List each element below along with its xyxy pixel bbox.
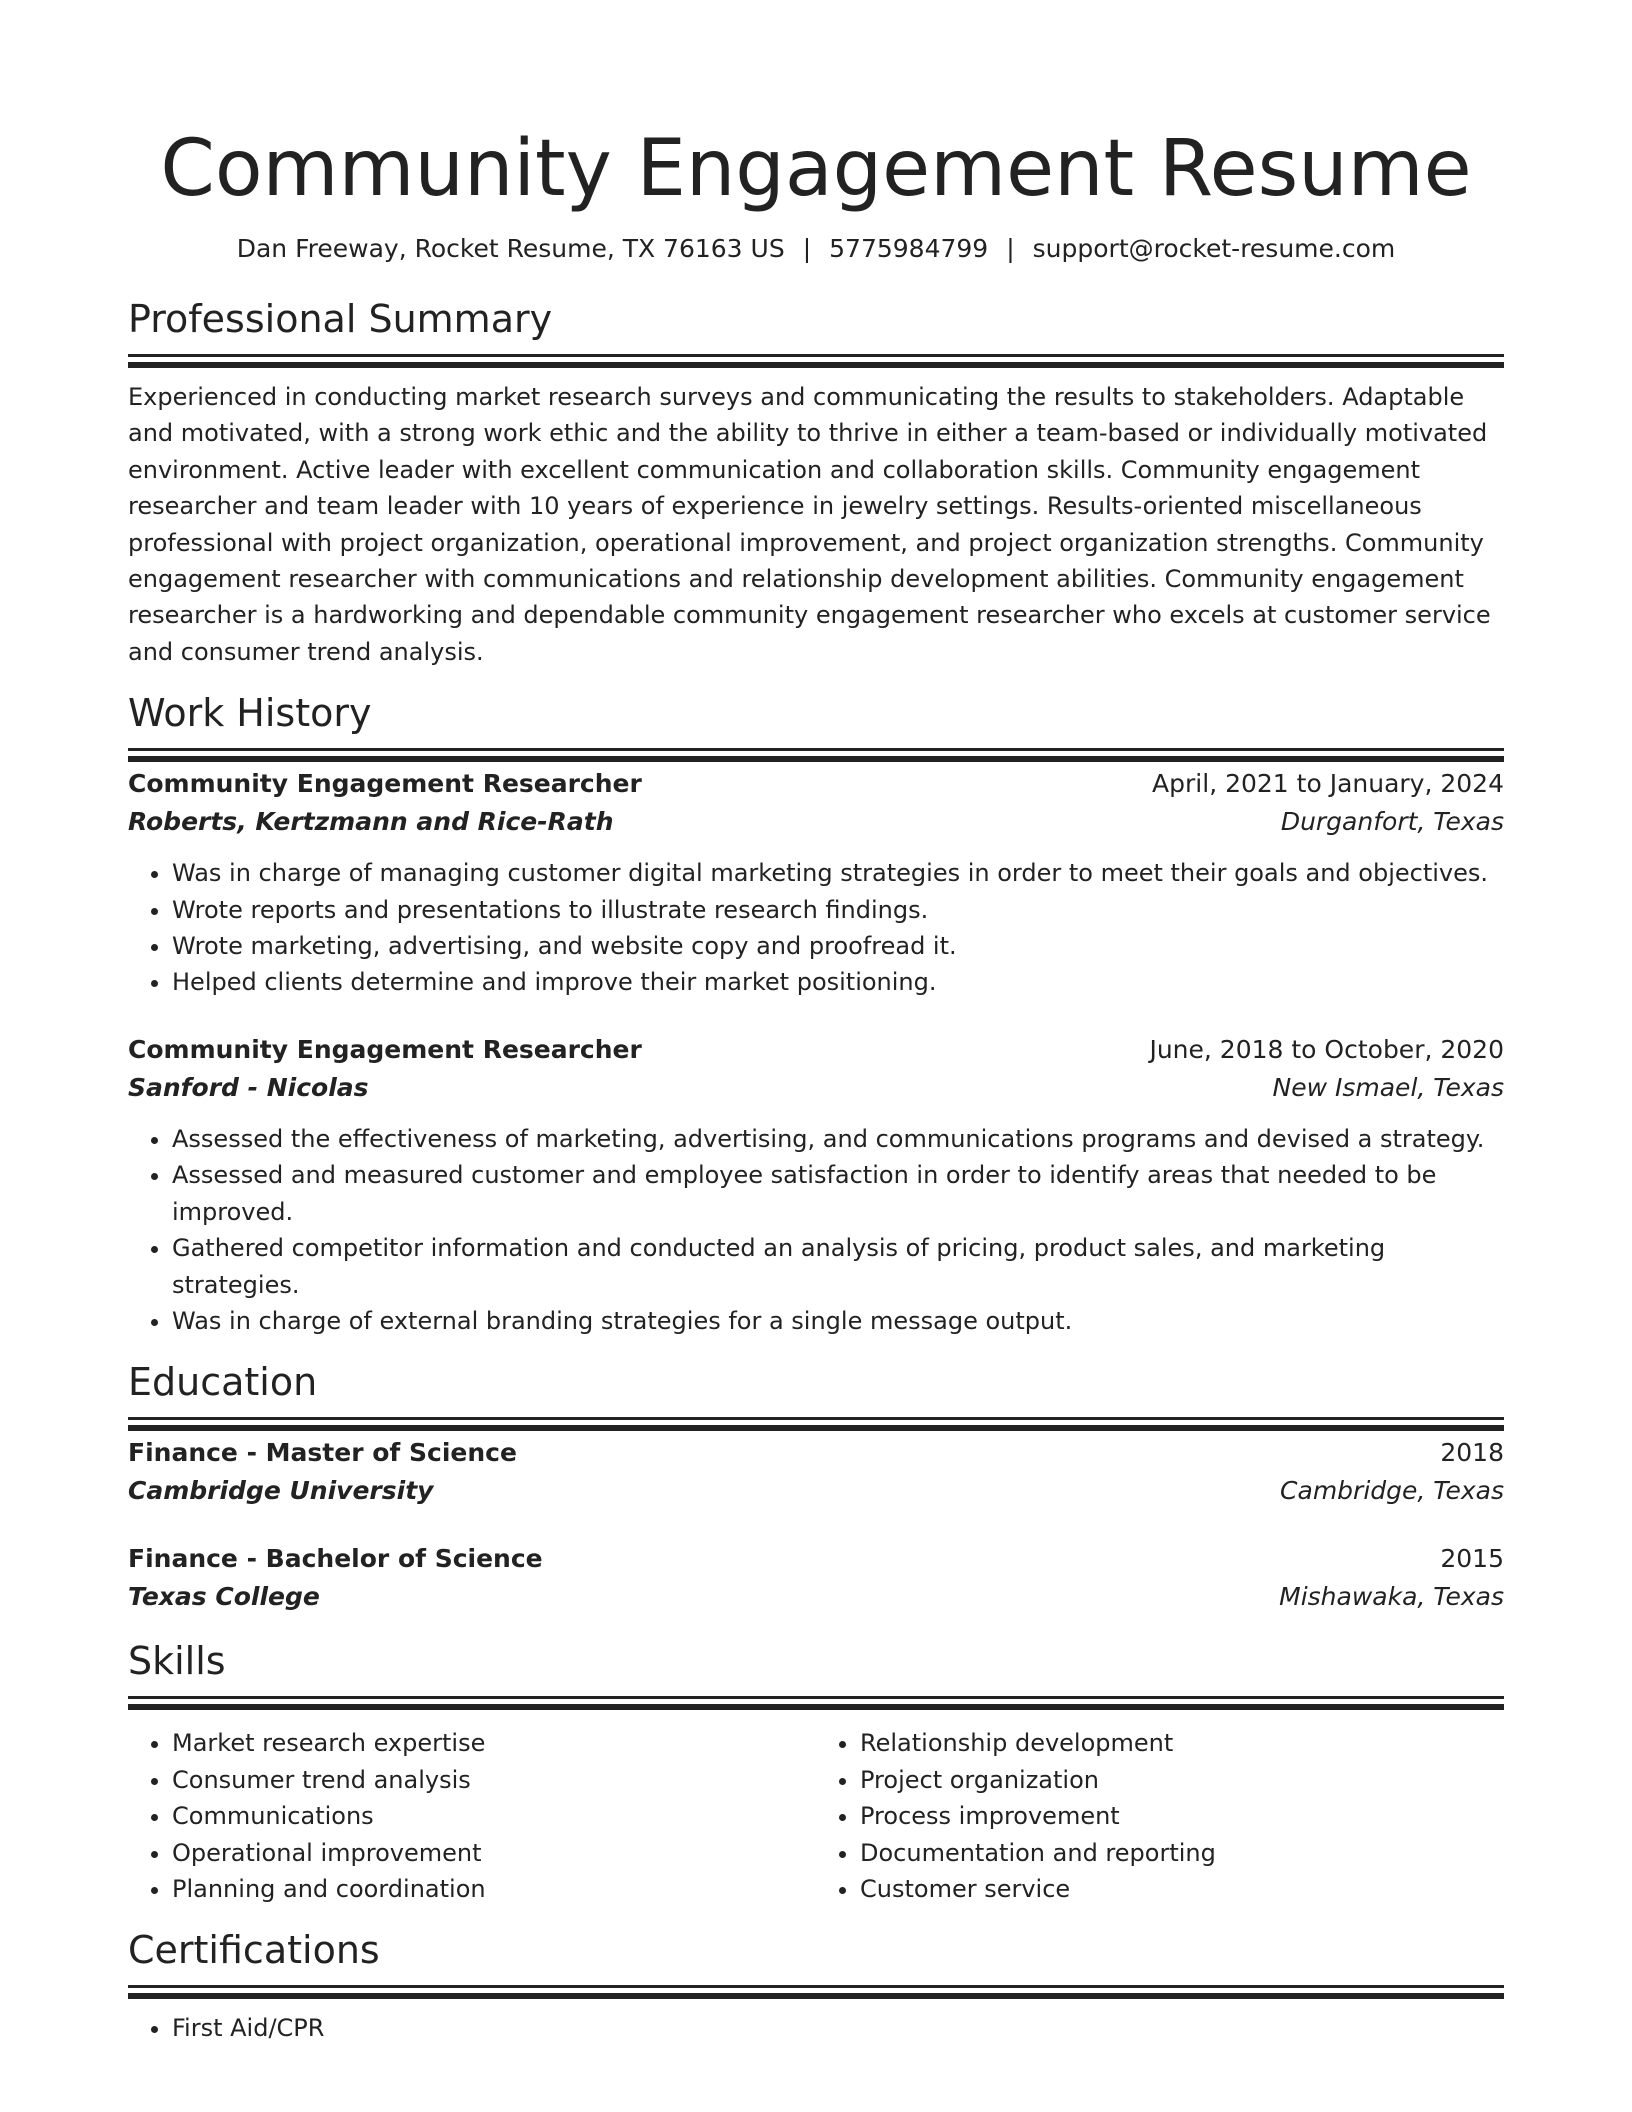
list-item: • Helped clients determine and improve their market positioning. [172,964,1504,1000]
list-item: • Gathered competitor information and conducted an analysis of pricing, product sales, and marketing strategies. [172,1230,1504,1303]
skill-item: • Process improvement [860,1798,1504,1834]
skill-item: • Communications [172,1798,816,1834]
job-dates: June, 2018 to October, 2020 [1149,1034,1504,1064]
contact-separator: | [1006,234,1015,263]
section-title-education: Education [128,1360,318,1405]
contact-email: support@rocket-resume.com [1032,234,1396,263]
skill-item: • Consumer trend analysis [172,1762,816,1798]
skill-item: • Operational improvement [172,1835,816,1871]
section-title-certifications: Certifications [128,1928,380,1973]
section-divider [128,354,1504,357]
education-school: Cambridge University [128,1476,434,1506]
section-education [128,1359,1504,1616]
skill-item: • Documentation and reporting [860,1835,1504,1871]
certification-item: • First Aid/CPR [172,2010,1504,2046]
certifications-list [128,2010,1504,2046]
section-summary [128,296,1504,670]
skill-item: • Market research expertise [172,1725,816,1761]
summary-text: Experienced in conducting market research surveys and communicating the results to stakeholders. Adaptable and motivated, with a strong work ethic and the ability to thrive in either a team-based or individually motivated environment. Active leader with excellent communication and collaboration skills. Community engagement researcher and team leader with 10 years of experience in jewelry settings. Results-oriented miscellaneous professional with project organization, operational improvement, and project organization strengths. Community engagement researcher with communications and relationship development abilities. Community engagement researcher is a hardworking and dependable community engagement researcher who excels at customer service and consumer trend analysis. [128,383,1491,666]
job-dates: April, 2021 to January, 2024 [1152,769,1504,799]
job-entry [128,765,1504,1001]
education-degree: Finance - Bachelor of Science [128,1544,543,1574]
job-company: Sanford - Nicolas [128,1072,369,1102]
section-certifications [128,1927,1504,2046]
job-role: Community Engagement Researcher [128,769,642,799]
job-company: Roberts, Kertzmann and Rice-Rath [128,807,614,837]
list-item: • Assessed the effectiveness of marketing, advertising, and communications programs and devised a strategy. [172,1121,1504,1157]
section-divider [128,1417,1504,1420]
education-year: 2015 [1440,1544,1504,1574]
skill-item: • Customer service [860,1871,1504,1907]
section-divider [128,1696,1504,1699]
resume-title: Community Engagement Resume [160,124,1472,214]
skills-list-left [128,1725,816,1907]
section-title-skills: Skills [128,1639,226,1684]
contact-address: Dan Freeway, Rocket Resume, TX 76163 US [236,234,785,263]
section-title-summary: Professional Summary [128,297,553,341]
education-location: Cambridge, Texas [1280,1476,1504,1506]
skill-item: • Planning and coordination [172,1871,816,1907]
list-item: • Was in charge of managing customer digital marketing strategies in order to meet their goals and objectives. [172,855,1504,891]
job-location: Durganfort, Texas [1280,807,1504,837]
section-title-work: Work History [128,691,372,736]
contact-separator: | [802,234,812,263]
job-role: Community Engagement Researcher [128,1034,642,1064]
contact-line [128,232,1504,266]
list-item: • Wrote marketing, advertising, and website copy and proofread it. [172,928,1504,964]
contact-phone: 5775984799 [829,234,989,263]
education-year: 2018 [1440,1438,1504,1468]
resume-page [128,118,1504,2047]
education-degree: Finance - Master of Science [128,1438,517,1468]
section-divider [128,1985,1504,1988]
section-divider [128,748,1504,751]
skills-list-right [816,1725,1504,1907]
job-location: New Ismael, Texas [1272,1072,1504,1102]
job-entry [128,1031,1504,1339]
education-entry [128,1434,1504,1510]
list-item: • Assessed and measured customer and employee satisfaction in order to identify areas that needed to be improved. [172,1157,1504,1230]
job-bullets [128,1121,1504,1339]
skills-columns [128,1725,1504,1907]
education-entry [128,1540,1504,1616]
education-school: Texas College [128,1582,320,1612]
education-location: Mishawaka, Texas [1279,1582,1504,1612]
section-work-history [128,690,1504,1339]
job-bullets [128,855,1504,1001]
list-item: • Was in charge of external branding strategies for a single message output. [172,1303,1504,1339]
skill-item: • Relationship development [860,1725,1504,1761]
section-skills [128,1638,1504,1907]
skill-item: • Project organization [860,1762,1504,1798]
list-item: • Wrote reports and presentations to illustrate research findings. [172,892,1504,928]
